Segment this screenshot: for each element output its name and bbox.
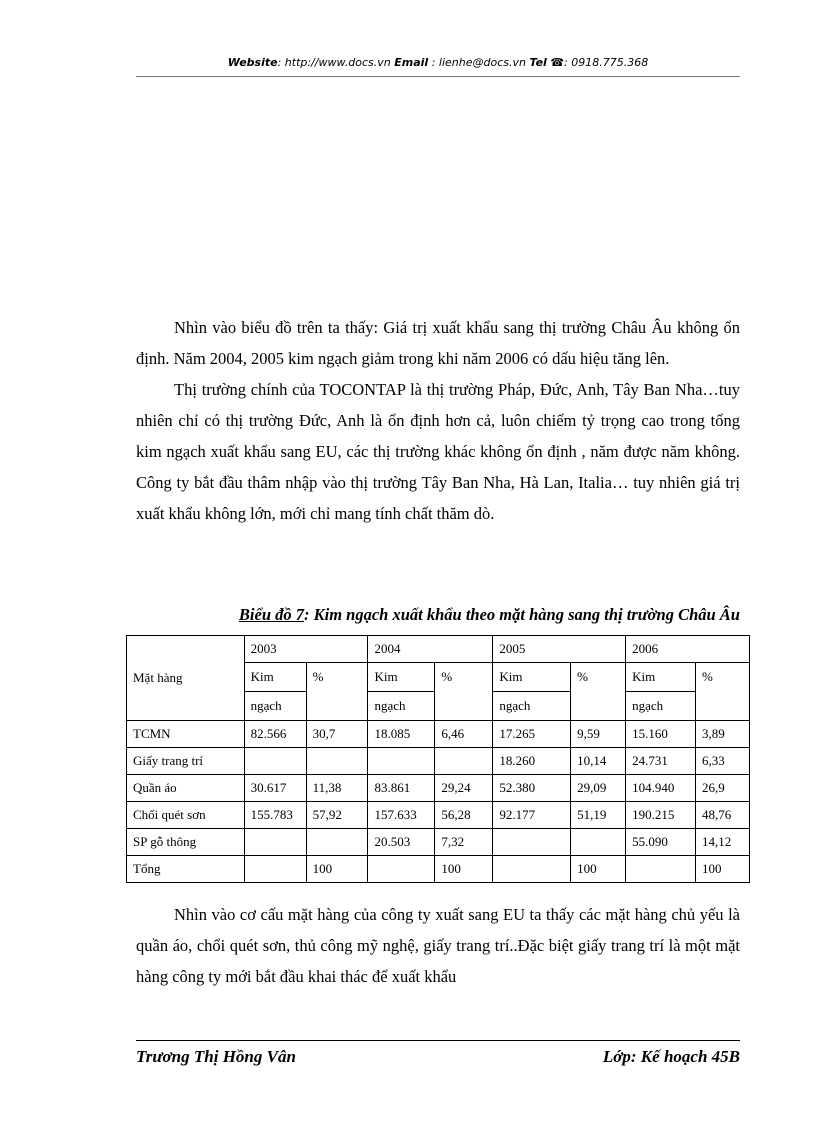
cell: 26,9 <box>696 775 750 802</box>
year-header-row <box>127 636 750 663</box>
cell: 6,33 <box>696 748 750 775</box>
pct-header: % <box>306 663 368 721</box>
cell: 29,24 <box>435 775 493 802</box>
cell: 20.503 <box>368 829 435 856</box>
table-row <box>127 748 750 775</box>
export-table <box>126 635 750 883</box>
paragraph: Nhìn vào cơ cấu mặt hàng của công ty xuất sang EU ta thấy các mặt hàng chủ yếu là quần áo, chổi quét sơn, thủ công mỹ nghệ, giấy trang trí..Đặc biệt giấy trang trí là một mặt hàng công ty mới bắt đầu khai thác để xuất khẩu <box>136 905 740 986</box>
cell: 100 <box>306 856 368 883</box>
cell: 190.215 <box>626 802 696 829</box>
row-name: Giấy trang trí <box>127 748 245 775</box>
cell: 48,76 <box>696 802 750 829</box>
cell: 100 <box>696 856 750 883</box>
intro-paragraphs <box>136 312 740 529</box>
page-footer <box>136 1047 740 1067</box>
caption-label: Biểu đồ 7 <box>238 605 305 624</box>
cell: 51,19 <box>571 802 626 829</box>
table-row <box>127 721 750 748</box>
caption-text: : Kim ngạch xuất khẩu theo mặt hàng sang thị trường Châu Âu <box>304 605 740 624</box>
total-row <box>127 856 750 883</box>
cell <box>368 748 435 775</box>
cell <box>493 856 571 883</box>
kim-header: Kim <box>244 663 306 692</box>
ngach-header: ngạch <box>626 692 696 721</box>
row-name: Quần áo <box>127 775 245 802</box>
cell: 3,89 <box>696 721 750 748</box>
cell: 104.940 <box>626 775 696 802</box>
footer-class: Lớp: Kế hoạch 45B <box>602 1047 740 1066</box>
table-row <box>127 775 750 802</box>
row-name: Chổi quét sơn <box>127 802 245 829</box>
year-header: 2005 <box>493 636 626 663</box>
kim-header: Kim <box>368 663 435 692</box>
table-row <box>127 802 750 829</box>
tel-label: Tel <box>529 56 547 69</box>
cell: 100 <box>435 856 493 883</box>
header-divider <box>136 76 740 77</box>
cell <box>244 748 306 775</box>
row-name: TCMN <box>127 721 245 748</box>
cell: 15.160 <box>626 721 696 748</box>
cell: 11,38 <box>306 775 368 802</box>
cell <box>306 829 368 856</box>
email-value: : lienhe@docs.vn <box>431 56 526 69</box>
kim-header: Kim <box>493 663 571 692</box>
pct-header: % <box>696 663 750 721</box>
cell: 30,7 <box>306 721 368 748</box>
cell: 9,59 <box>571 721 626 748</box>
cell <box>244 856 306 883</box>
ngach-header: ngạch <box>244 692 306 721</box>
table-caption <box>136 605 740 625</box>
cell: 7,32 <box>435 829 493 856</box>
cell: 24.731 <box>626 748 696 775</box>
cell: 155.783 <box>244 802 306 829</box>
cell: 83.861 <box>368 775 435 802</box>
cell: 57,92 <box>306 802 368 829</box>
cell: 92.177 <box>493 802 571 829</box>
pct-header: % <box>435 663 493 721</box>
cell: 56,28 <box>435 802 493 829</box>
ngach-header: ngạch <box>368 692 435 721</box>
cell: 10,14 <box>571 748 626 775</box>
kim-header: Kim <box>626 663 696 692</box>
year-header: 2003 <box>244 636 368 663</box>
cell: 30.617 <box>244 775 306 802</box>
cell <box>244 829 306 856</box>
cell: 14,12 <box>696 829 750 856</box>
table-row <box>127 829 750 856</box>
closing-paragraphs <box>136 899 740 992</box>
cell: 55.090 <box>626 829 696 856</box>
pct-header: % <box>571 663 626 721</box>
website-label: Website <box>227 56 278 69</box>
email-label: Email <box>394 56 429 69</box>
cell <box>435 748 493 775</box>
cell: 82.566 <box>244 721 306 748</box>
cell: 17.265 <box>493 721 571 748</box>
phone-icon: ☎ <box>550 56 565 69</box>
page-header <box>136 56 740 69</box>
item-header: Mặt hàng <box>127 636 245 721</box>
cell: 6,46 <box>435 721 493 748</box>
footer-divider <box>136 1040 740 1041</box>
year-header: 2006 <box>626 636 750 663</box>
cell <box>306 748 368 775</box>
cell: 100 <box>571 856 626 883</box>
cell <box>368 856 435 883</box>
cell <box>626 856 696 883</box>
paragraph: Nhìn vào biểu đồ trên ta thấy: Giá trị xuất khẩu sang thị trường Châu Âu không ổn định. Năm 2004, 2005 kim ngạch giảm trong khi năm 2006 có dấu hiệu tăng lên. <box>136 318 740 368</box>
cell: 29,09 <box>571 775 626 802</box>
cell: 18.085 <box>368 721 435 748</box>
row-name: Tổng <box>127 856 245 883</box>
row-name: SP gỗ thông <box>127 829 245 856</box>
ngach-header: ngạch <box>493 692 571 721</box>
cell: 157.633 <box>368 802 435 829</box>
footer-author: Trương Thị Hồng Vân <box>136 1047 296 1066</box>
website-value: : http://www.docs.vn <box>277 56 391 69</box>
cell: 18.260 <box>493 748 571 775</box>
paragraph: Thị trường chính của TOCONTAP là thị trường Pháp, Đức, Anh, Tây Ban Nha…tuy nhiên chỉ có thị trường Đức, Anh là ổn định hơn cả, luôn chiếm tỷ trọng cao trong tổng kim ngạch xuất khẩu sang EU, các thị trường khác không ổn định , năm được năm không. Công ty bắt đầu thâm nhập vào thị trường Tây Ban Nha, Hà Lan, Italia… tuy nhiên giá trị xuất khẩu không lớn, mới chỉ mang tính chất thăm dò. <box>136 380 740 523</box>
year-header: 2004 <box>368 636 493 663</box>
cell <box>571 829 626 856</box>
cell: 52.380 <box>493 775 571 802</box>
cell <box>493 829 571 856</box>
tel-value: : 0918.775.368 <box>564 56 649 69</box>
